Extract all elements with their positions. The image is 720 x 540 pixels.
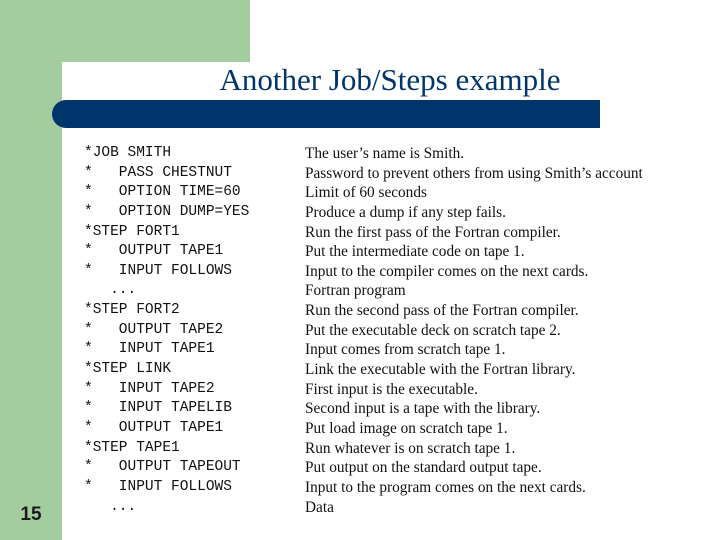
code-line: * INPUT TAPE2 [84,380,215,397]
code-line: * OUTPUT TAPE1 [84,243,224,260]
description-line: First input is the executable. [305,380,478,398]
top-accent-block [62,0,250,62]
line-descriptions [305,144,643,517]
description-line: Second input is a tape with the library. [305,400,541,418]
code-line: *STEP TAPE1 [84,439,180,456]
code-line: * INPUT TAPELIB [84,400,232,417]
description-line: Put the intermediate code on tape 1. [305,243,525,261]
code-line: * OUTPUT TAPEOUT [84,459,241,476]
description-line: Put the executable deck on scratch tape 2. [305,321,561,339]
left-accent-bar [0,0,62,540]
description-line: Limit of 60 seconds [305,184,427,202]
slide-title: Another Job/Steps example [219,62,561,97]
slide-number: 15 [20,504,42,525]
code-line: ... [84,282,137,299]
code-line: *STEP FORT2 [84,302,180,319]
code-line: * INPUT FOLLOWS [84,262,232,279]
code-line: *JOB SMITH [84,145,172,161]
code-line: * OPTION DUMP=YES [84,203,250,220]
description-line: Fortran program [305,282,406,300]
description-line: Produce a dump if any step fails. [305,203,506,221]
code-line: * OUTPUT TAPE2 [84,321,224,338]
code-line: * INPUT TAPE1 [84,341,215,358]
description-line: The user’s name is Smith. [305,145,465,162]
code-line: ... [84,498,137,515]
description-line: Data [305,498,334,516]
description-line: Run whatever is on scratch tape 1. [305,439,516,457]
description-line: Input to the compiler comes on the next cards. [305,262,589,280]
code-line: * INPUT FOLLOWS [84,478,232,495]
code-line: * OUTPUT TAPE1 [84,419,224,436]
job-control-code [84,144,249,517]
code-line: * PASS CHESTNUT [84,164,232,181]
code-line: *STEP LINK [84,361,172,378]
description-line: Password to prevent others from using Smith’s account [305,164,643,182]
description-line: Input comes from scratch tape 1. [305,341,506,359]
description-line: Input to the program comes on the next cards. [305,478,586,496]
code-line: *STEP FORT1 [84,223,180,240]
title-underline-bar [52,100,600,128]
description-line: Put load image on scratch tape 1. [305,419,508,437]
description-line: Run the first pass of the Fortran compiler. [305,223,561,241]
description-line: Run the second pass of the Fortran compiler. [305,302,579,320]
description-line: Put output on the standard output tape. [305,459,542,477]
description-line: Link the executable with the Fortran library. [305,361,576,379]
code-line: * OPTION TIME=60 [84,184,241,201]
